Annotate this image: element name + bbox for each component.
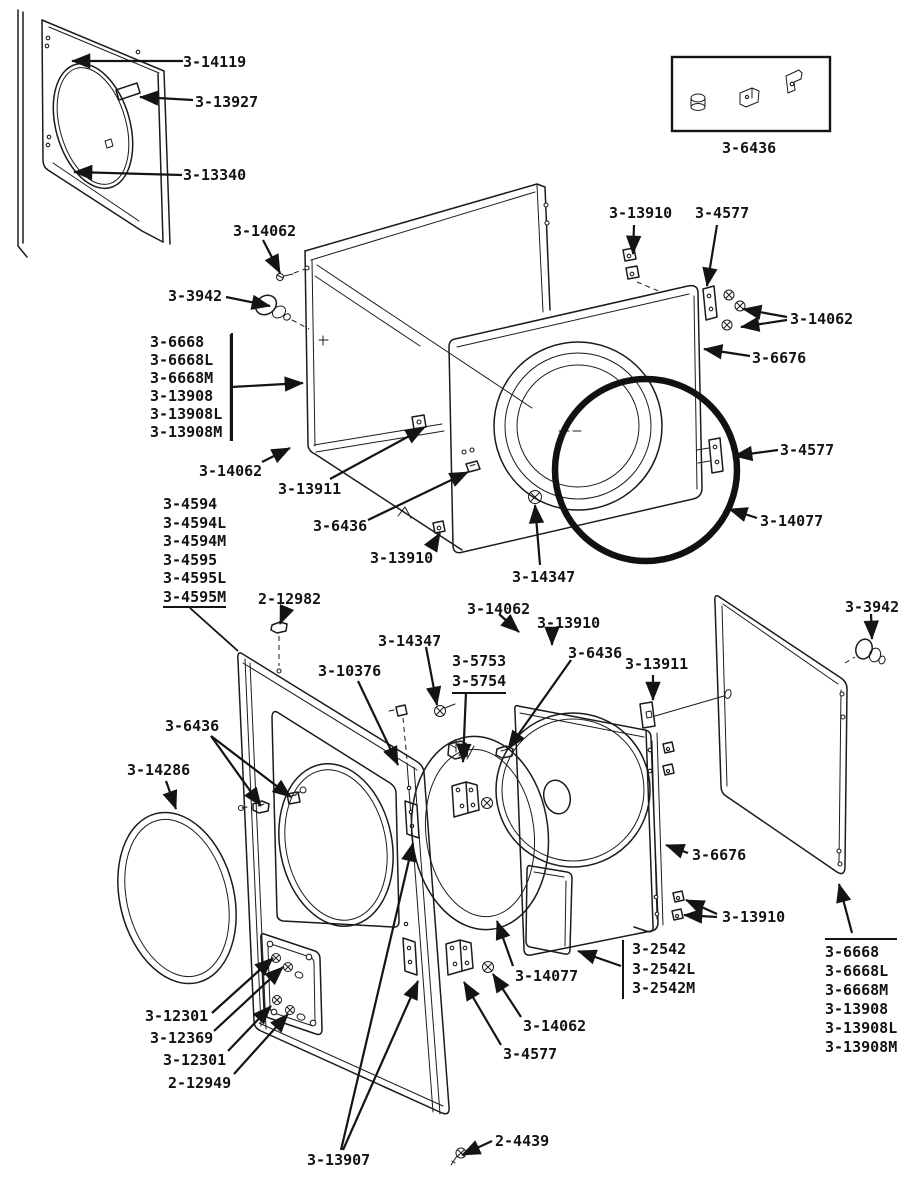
door-funnel-ring: [389, 704, 559, 975]
part-callout-3-12301: 3-12301: [163, 1051, 227, 1069]
door-catch-parts: [239, 787, 307, 813]
part-callout-3-6676: 3-6676: [692, 846, 747, 864]
part-list-item: 3-6668: [825, 943, 880, 961]
part-callout-3-14347: 3-14347: [512, 568, 576, 586]
part-list-door-catch-pair: [452, 651, 506, 694]
part-callout-3-14062: 3-14062: [467, 600, 531, 618]
part-list-item: 3-6668L: [825, 962, 889, 980]
door-catch-3-5753: [448, 741, 468, 759]
part-callout-3-4577: 3-4577: [695, 204, 750, 222]
clip-2-12982: [271, 622, 287, 673]
part-list-item: 3-2542L: [632, 959, 696, 978]
part-callout-3-13910: 3-13910: [537, 614, 601, 632]
part-callout-3-6676: 3-6676: [752, 349, 807, 367]
part-callout-3-4577: 3-4577: [780, 441, 835, 459]
knob-3-3942-lower: [845, 637, 886, 665]
clips-3-13910-upper: [623, 248, 661, 292]
screws-3-14062-right: [722, 290, 745, 330]
part-list-item: 3-5754: [452, 672, 507, 690]
part-list-item: 3-13908: [150, 387, 214, 405]
part-list-item: 3-4594L: [163, 513, 227, 532]
part-callout-3-6436: 3-6436: [568, 644, 623, 662]
part-callout-3-14062: 3-14062: [233, 222, 297, 240]
cap-part: [691, 94, 705, 111]
part-callout-3-13911: 3-13911: [278, 480, 342, 498]
part-list-item: 3-4595L: [163, 569, 227, 587]
part-callout-3-12369: 3-12369: [150, 1029, 214, 1047]
screw-3-14062-top: [277, 266, 310, 281]
door-outer-panel: [238, 653, 466, 1165]
part-callout-3-14062: 3-14062: [790, 310, 854, 328]
clip-part: [740, 88, 759, 107]
part-list-item: 3-13908L: [825, 1019, 898, 1037]
part-callout-3-14077: 3-14077: [515, 967, 579, 985]
part-list-item: 3-4594M: [163, 532, 227, 550]
hardware-kit-box: [672, 57, 830, 131]
part-list-item: 3-5753: [452, 652, 507, 670]
part-list-item: 3-4595: [163, 550, 218, 569]
part-callout-3-14062: 3-14062: [523, 1017, 587, 1035]
part-list-front-panel-variants-lower: [825, 938, 897, 1057]
knob-3-3942-upper: [252, 291, 309, 329]
part-callout-3-13910: 3-13910: [609, 204, 673, 222]
clip-3-13911-upper: [314, 415, 444, 452]
clip-3-6436-upper: [462, 448, 480, 472]
kit-box-label: 3-6436: [722, 139, 777, 157]
door-hinge-upper: [452, 782, 493, 817]
door-back-panel: [18, 10, 170, 257]
part-callout-3-13907: 3-13907: [307, 1151, 371, 1169]
part-callout-3-6436: 3-6436: [313, 517, 368, 535]
part-callout-3-13911: 3-13911: [625, 655, 689, 673]
door-seal-oval: [101, 800, 254, 996]
part-list-item: 3-4594: [163, 495, 218, 513]
door-gasket-ring: [555, 379, 737, 561]
part-list-door-glass-variants: [163, 495, 226, 608]
part-list-item: 3-13908M: [825, 1038, 898, 1056]
door-lock-plate: [261, 934, 322, 1035]
cabinet-back-panel-lower: [715, 596, 886, 874]
part-callout-3-14347: 3-14347: [378, 632, 442, 650]
part-callout-3-14062: 3-14062: [199, 462, 263, 480]
part-callout-3-14077: 3-14077: [760, 512, 824, 530]
part-callout-3-6436: 3-6436: [165, 717, 220, 735]
part-list-access-panel-variants: [622, 940, 695, 999]
screw-3-14347-upper: [529, 491, 542, 504]
screw-2-4439: [451, 1148, 466, 1165]
part-callout-3-3942: 3-3942: [845, 598, 900, 616]
hinge-3-4577-upper: [703, 286, 717, 320]
part-callout-2-12949: 2-12949: [168, 1074, 232, 1092]
door-hinge-lower: [446, 940, 494, 975]
door-inner-panel: [496, 706, 658, 956]
part-list-item: 3-13908L: [150, 405, 223, 423]
part-list-item: 3-2542M: [632, 979, 696, 997]
part-callout-3-14286: 3-14286: [127, 761, 191, 779]
bracket-part: [786, 70, 802, 93]
door-window: [265, 754, 406, 936]
access-panel-3-2542: [526, 866, 572, 955]
part-callout-3-4577: 3-4577: [503, 1045, 558, 1063]
part-callout-3-12301: 3-12301: [145, 1007, 209, 1025]
part-list-item: 3-4595M: [163, 588, 226, 609]
part-callout-3-13927: 3-13927: [195, 93, 259, 111]
screw-3-14347-lower: [435, 704, 456, 717]
name-plate-slot: [116, 83, 140, 100]
part-callout-3-13910: 3-13910: [370, 549, 434, 567]
part-list-front-panel-variants-upper: [150, 333, 233, 441]
clip-3-13910-lower-upperasm: [433, 521, 445, 533]
part-callout-3-10376: 3-10376: [318, 662, 382, 680]
part-list-item: 3-6668L: [150, 351, 214, 369]
cabinet-front-panel-lower-edge: [634, 689, 732, 932]
part-list-item: 3-13908: [825, 1000, 889, 1018]
part-list-item: 3-13908M: [150, 423, 223, 441]
part-list-item: 3-6668M: [150, 369, 214, 387]
part-callout-3-14119: 3-14119: [183, 53, 247, 71]
part-list-item: 3-2542: [632, 940, 687, 958]
part-callout-2-12982: 2-12982: [258, 590, 322, 608]
part-callout-2-4439: 2-4439: [495, 1132, 550, 1150]
part-list-item: 3-6668: [150, 333, 205, 351]
part-callout-3-3942: 3-3942: [168, 287, 223, 305]
part-list-item: 3-6668M: [825, 981, 889, 999]
part-callout-3-13910: 3-13910: [722, 908, 786, 926]
part-callout-3-13340: 3-13340: [183, 166, 247, 184]
